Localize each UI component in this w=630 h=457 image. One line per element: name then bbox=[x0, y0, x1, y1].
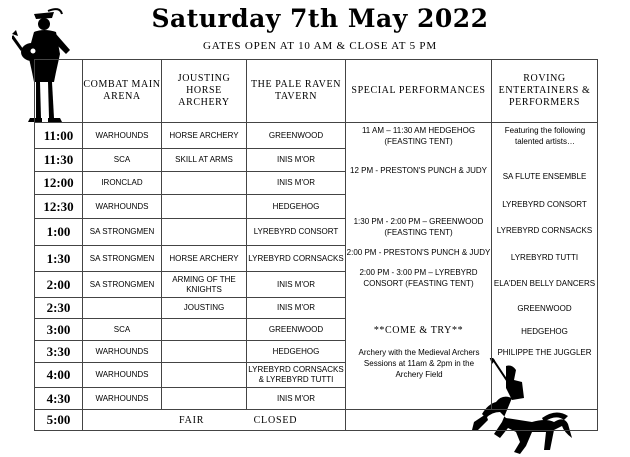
roving-item: LYREBYRD CORNSACKS bbox=[496, 226, 593, 235]
come-and-try-heading: **COME & TRY** bbox=[373, 325, 464, 336]
time-cell: 2:00 bbox=[35, 272, 83, 298]
time-cell: 1:00 bbox=[35, 219, 83, 246]
header-roving: ROVING ENTERTAINERS & PERFORMERS bbox=[492, 60, 598, 123]
tavern-cell: GREENWOOD bbox=[247, 123, 346, 149]
jousting-cell: JOUSTING bbox=[162, 298, 247, 319]
schedule-table bbox=[34, 59, 598, 431]
tavern-cell: HEDGEHOG bbox=[247, 341, 346, 363]
jousting-cell bbox=[162, 195, 247, 219]
roving-item: ELA'DEN BELLY DANCERS bbox=[493, 279, 596, 288]
roving-item: SA FLUTE ENSEMBLE bbox=[502, 172, 587, 181]
header-special: SPECIAL PERFORMANCES bbox=[346, 60, 492, 123]
jousting-cell bbox=[162, 363, 247, 388]
combat-cell: SA STRONGMEN bbox=[83, 272, 162, 298]
time-cell: 1:30 bbox=[35, 246, 83, 272]
jousting-cell: ARMING OF THE KNIGHTS bbox=[162, 272, 247, 298]
header-combat: COMBAT MAIN ARENA bbox=[83, 60, 162, 123]
jousting-cell bbox=[162, 319, 247, 341]
time-cell: 5:00 bbox=[35, 410, 83, 431]
combat-cell: SCA bbox=[83, 319, 162, 341]
time-cell: 3:30 bbox=[35, 341, 83, 363]
footer-row bbox=[35, 410, 598, 431]
special-performances-cell bbox=[346, 123, 492, 410]
time-cell: 11:00 bbox=[35, 123, 83, 149]
header-tavern: THE PALE RAVEN TAVERN bbox=[247, 60, 346, 123]
tavern-cell: INIS M'OR bbox=[247, 149, 346, 172]
roving-item: LYREBYRD CONSORT bbox=[502, 200, 587, 209]
time-cell: 11:30 bbox=[35, 149, 83, 172]
tavern-cell: INIS M'OR bbox=[247, 298, 346, 319]
tavern-cell: LYREBYRD CONSORT bbox=[247, 219, 346, 246]
tavern-cell: LYREBYRD CORNSACKS & LYREBYRD TUTTI bbox=[247, 363, 346, 388]
combat-cell: WARHOUNDS bbox=[83, 388, 162, 410]
roving-item: GREENWOOD bbox=[517, 304, 572, 313]
combat-cell: SA STRONGMEN bbox=[83, 246, 162, 272]
combat-cell: WARHOUNDS bbox=[83, 195, 162, 219]
corner-cell bbox=[35, 60, 83, 123]
jousting-cell: SKILL AT ARMS bbox=[162, 149, 247, 172]
fair-closed-cell bbox=[83, 410, 346, 431]
special-item: 1:30 PM - 2:00 PM – GREENWOOD (FEASTING TENT) bbox=[353, 217, 484, 237]
roving-item: PHILIPPE THE JUGGLER bbox=[497, 348, 592, 357]
roving-entertainers-cell bbox=[492, 123, 598, 410]
roving-intro: Featuring the following talented artists… bbox=[504, 126, 586, 146]
table-row bbox=[35, 123, 598, 149]
combat-cell: SCA bbox=[83, 149, 162, 172]
combat-cell: WARHOUNDS bbox=[83, 341, 162, 363]
time-cell: 12:30 bbox=[35, 195, 83, 219]
closed-label: CLOSED bbox=[253, 414, 298, 426]
roving-item: LYREBYRD TUTTI bbox=[510, 253, 579, 262]
time-cell: 4:30 bbox=[35, 388, 83, 410]
jousting-cell bbox=[162, 172, 247, 195]
fair-label: FAIR bbox=[179, 414, 205, 426]
tavern-cell: INIS M'OR bbox=[247, 388, 346, 410]
special-item: Archery with the Medieval Archers Sessions at 11am & 2pm in the Archery Field bbox=[358, 348, 480, 379]
time-cell: 2:30 bbox=[35, 298, 83, 319]
combat-cell: SA STRONGMEN bbox=[83, 219, 162, 246]
roving-item: HEDGEHOG bbox=[521, 327, 568, 336]
footer-empty-cell bbox=[346, 410, 598, 431]
combat-cell: WARHOUNDS bbox=[83, 363, 162, 388]
header-jousting: JOUSTING HORSE ARCHERY bbox=[162, 60, 247, 123]
jousting-cell: HORSE ARCHERY bbox=[162, 123, 247, 149]
combat-cell: WARHOUNDS bbox=[83, 123, 162, 149]
tavern-cell: HEDGEHOG bbox=[247, 195, 346, 219]
special-item: 11 AM – 11:30 AM HEDGEHOG (FEASTING TENT) bbox=[361, 126, 476, 146]
tavern-cell: GREENWOOD bbox=[247, 319, 346, 341]
page-title: Saturday 7th May 2022 bbox=[151, 4, 489, 33]
time-cell: 3:00 bbox=[35, 319, 83, 341]
special-item: 12 PM - PRESTON'S PUNCH & JUDY bbox=[350, 166, 487, 175]
time-cell: 12:00 bbox=[35, 172, 83, 195]
combat-cell bbox=[83, 298, 162, 319]
jousting-cell bbox=[162, 219, 247, 246]
jousting-cell: HORSE ARCHERY bbox=[162, 246, 247, 272]
time-cell: 4:00 bbox=[35, 363, 83, 388]
jousting-cell bbox=[162, 388, 247, 410]
special-item: 2:00 PM - 3:00 PM – LYREBYRD CONSORT (FEASTING TENT) bbox=[359, 268, 478, 288]
tavern-cell: LYREBYRD CORNSACKS bbox=[247, 246, 346, 272]
special-item: 2:00 PM - PRESTON'S PUNCH & JUDY bbox=[346, 248, 491, 257]
jousting-cell bbox=[162, 341, 247, 363]
gates-subtitle: GATES OPEN AT 10 AM & CLOSE AT 5 PM bbox=[203, 40, 437, 52]
combat-cell: IRONCLAD bbox=[83, 172, 162, 195]
tavern-cell: INIS M'OR bbox=[247, 272, 346, 298]
header-row bbox=[35, 60, 598, 123]
tavern-cell: INIS M'OR bbox=[247, 172, 346, 195]
